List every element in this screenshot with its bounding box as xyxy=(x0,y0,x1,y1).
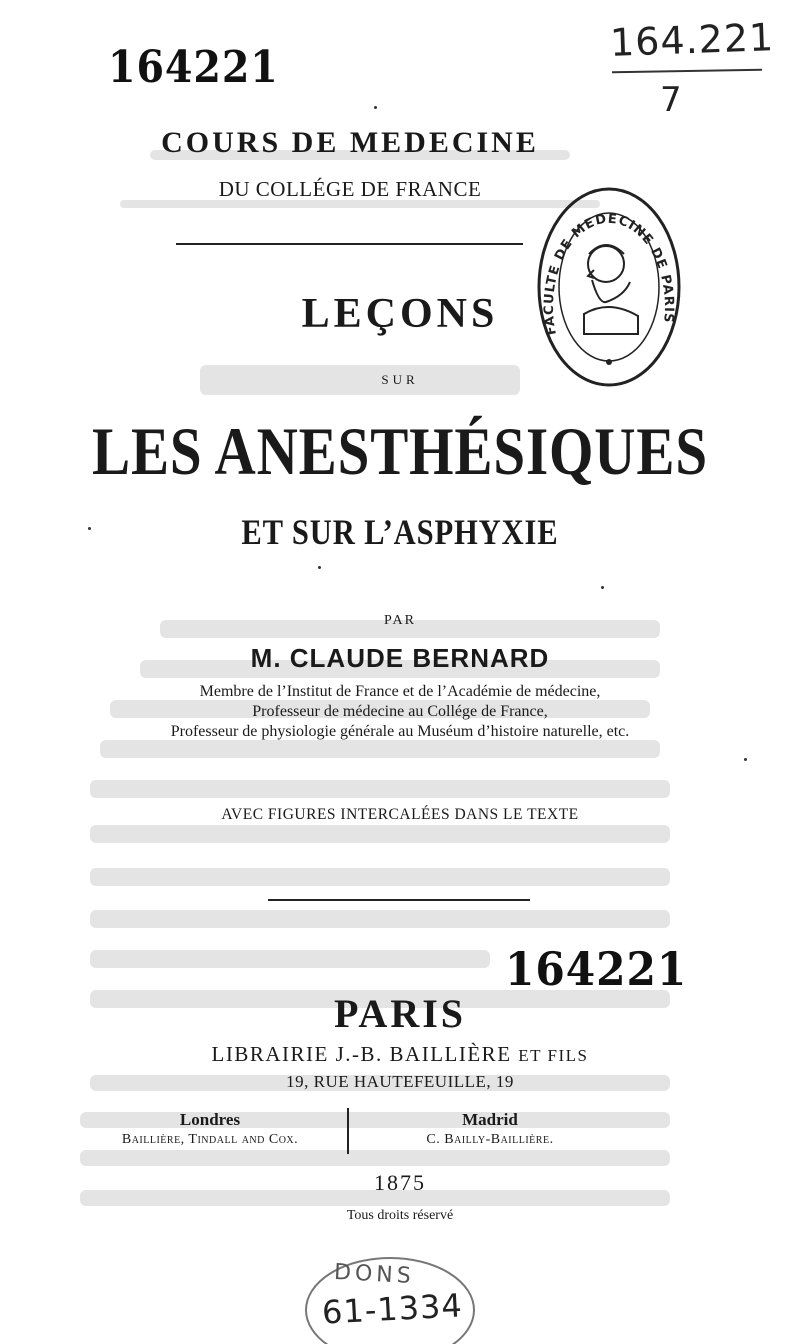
ink-speck xyxy=(318,566,321,569)
figures-note: AVEC FIGURES INTERCALÉES DANS LE TEXTE xyxy=(221,806,579,823)
rule-divider-top xyxy=(176,243,523,245)
accession-stamp-right: 164221 xyxy=(505,942,688,996)
par-connector: PAR xyxy=(384,613,416,628)
accession-stamp-top-left: 164221 xyxy=(108,42,279,93)
ink-speck xyxy=(601,586,604,589)
publisher-address: 19, RUE HAUTEFEUILLE, 19 xyxy=(286,1072,514,1091)
publisher-line xyxy=(0,1042,800,1067)
sur-connector: SUR xyxy=(381,372,419,387)
ink-speck xyxy=(374,106,377,109)
publisher-suffix: ET FILS xyxy=(518,1046,589,1065)
imprint-city: PARIS xyxy=(333,991,467,1036)
author-credential: Membre de l’Institut de France et de l’Académie de médecine, xyxy=(199,683,601,700)
main-title: LES ANESTHÉSIQUES xyxy=(92,413,708,489)
publication-year: 1875 xyxy=(374,1170,426,1195)
rights-notice: Tous droits réservé xyxy=(346,1208,454,1223)
ink-speck xyxy=(744,758,747,761)
branch-divider xyxy=(347,1108,349,1154)
sub-title: ET SUR L’ASPHYXIE xyxy=(241,512,559,552)
series-title: COURS DE MEDECINE xyxy=(161,126,539,159)
series-subtitle: DU COLLÉGE DE FRANCE xyxy=(218,177,482,201)
rule-divider-bottom xyxy=(268,899,530,901)
branch-firm-madrid: C. Bailly-Baillière. xyxy=(426,1132,554,1147)
handwritten-catalogue-number: 164.221 xyxy=(609,15,775,65)
author-credential: Professeur de médecine au Collége de France, xyxy=(252,703,548,720)
branch-city-madrid: Madrid xyxy=(462,1110,518,1129)
author-name: M. CLAUDE BERNARD xyxy=(250,643,550,673)
seal-text: FACULTE DE MEDECINE DE PARIS xyxy=(541,211,677,337)
author-credential: Professeur de physiologie générale au Muséum d’histoire naturelle, etc. xyxy=(170,723,630,740)
dons-handwritten-number: 61-1334 xyxy=(321,1286,464,1332)
faculty-seal-stamp xyxy=(534,184,684,390)
publisher-name: LIBRAIRIE J.-B. BAILLIÈRE xyxy=(211,1042,512,1066)
handwritten-digit: 7 xyxy=(660,80,682,120)
ink-speck xyxy=(88,527,91,530)
dons-label: DONS xyxy=(333,1259,416,1290)
lecons-heading: LEÇONS xyxy=(301,291,499,337)
branch-city-london: Londres xyxy=(179,1110,241,1129)
branch-firm-london: Baillière, Tindall and Cox. xyxy=(121,1132,299,1147)
